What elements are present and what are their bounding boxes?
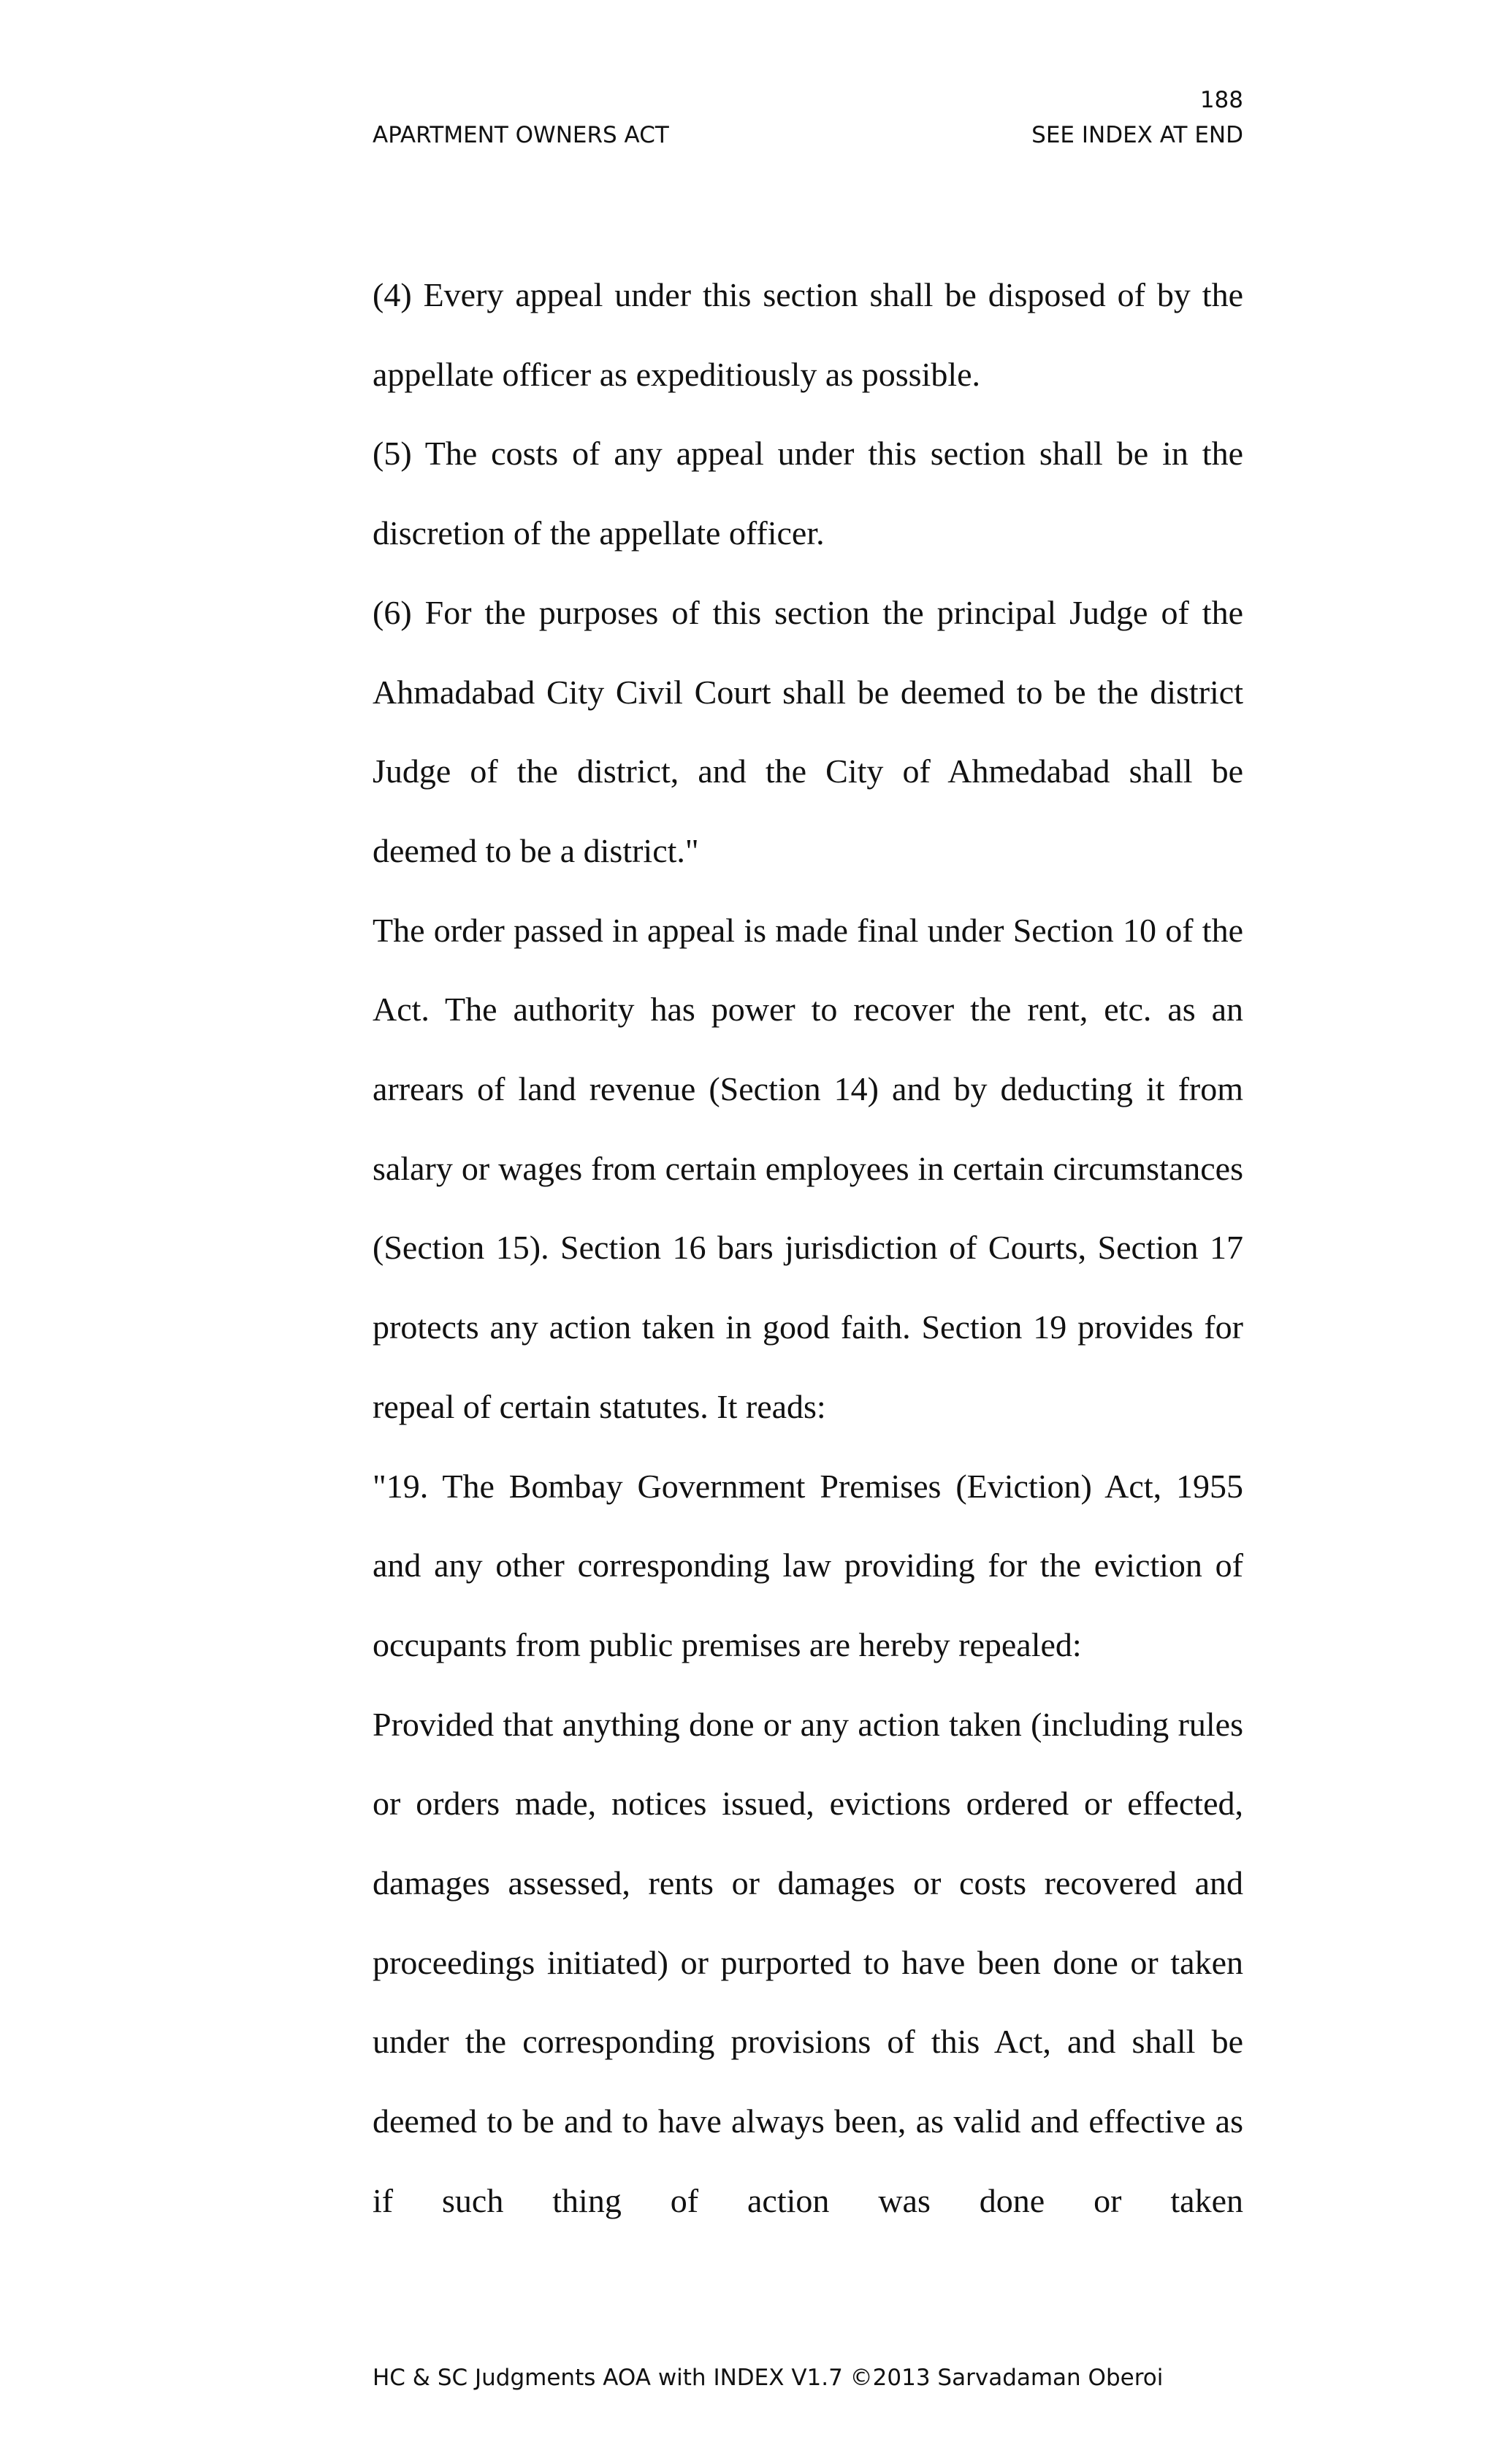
paragraph-sub-4: (4) Every appeal under this section shall be disposed of by the appellate officer as expeditiously as possible. xyxy=(373,276,1243,393)
page-number: 188 xyxy=(1199,87,1243,113)
paragraph-proviso: Provided that anything done or any action taken (including rules or orders made, notices issued, evictions ordered or effected, damages assessed, rents or damages or costs recovered and proceedings initiated) or purported to have been done or taken under the corresponding provisions of this Act, and shall be deemed to be and to have always been, as valid and effective as if such thing of action was done or taken xyxy=(373,1705,1243,2219)
running-header-index-note: SEE INDEX AT END xyxy=(1031,122,1243,148)
paragraph-section-19: "19. The Bombay Government Premises (Eviction) Act, 1955 and any other corresponding law providing for the eviction of occupants from public premises are hereby repealed: xyxy=(373,1467,1243,1663)
running-header-title: APARTMENT OWNERS ACT xyxy=(373,122,669,148)
paragraph-sub-5: (5) The costs of any appeal under this section shall be in the discretion of the appellate officer. xyxy=(373,435,1243,552)
paragraph-sub-6: (6) For the purposes of this section the principal Judge of the Ahmadabad City Civil Court shall be deemed to be the district Judge of the district, and the City of Ahmedabad shall be deemed to be a district." xyxy=(373,593,1243,869)
paragraph-commentary: The order passed in appeal is made final under Section 10 of the Act. The authority has power to recover the rent, etc. as an arrears of land revenue (Section 14) and by deducting it from salary or wages from certain employees in certain circumstances (Section 15). Section 16 bars jurisdiction of Courts, Section 17 protects any action taken in good faith. Section 19 provides for repeal of certain statutes. It reads: xyxy=(373,911,1243,1425)
footer-copyright: HC & SC Judgments AOA with INDEX V1.7 ©2013 Sarvadaman Oberoi xyxy=(373,2365,1164,2391)
document-body xyxy=(373,256,1243,2241)
